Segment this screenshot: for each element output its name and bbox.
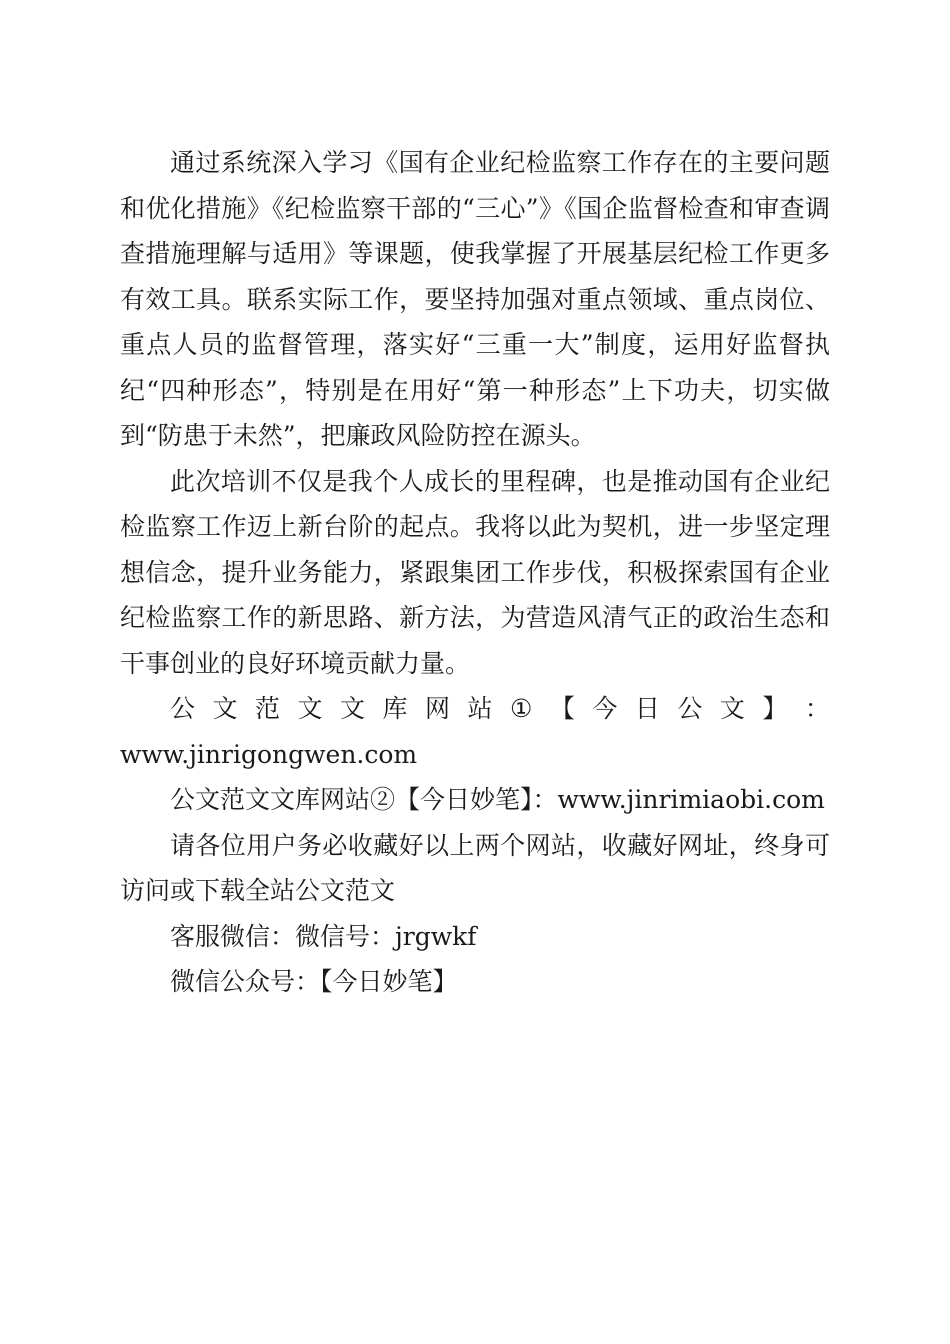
- customer-service-wechat: 客服微信：微信号：jrgwkf: [170, 921, 477, 951]
- site1-char: 范: [255, 694, 281, 723]
- site1-char: 文: [719, 694, 745, 723]
- site1-char: 】: [762, 694, 788, 723]
- body-paragraph-2: 此次培训不仅是我个人成长的里程碑，也是推动国有企业纪检监察工作迈上新台阶的起点。我将以此为契机，进一步坚定理想信念，提升业务能力，紧跟集团工作步伐，积极探索国有企业纪检监察工作的新思路、新方法，为营造风清气正的政治生态和干事创业的良好环境贡献力量。: [120, 466, 830, 678]
- document-body: [120, 140, 830, 1005]
- site1-char: 文: [212, 694, 238, 723]
- site1-char: ①: [510, 694, 533, 723]
- site1-char: 网: [425, 694, 451, 723]
- site2-line: 公文范文文库网站②【今日妙笔】：www.jinrimiaobi.com: [170, 785, 825, 814]
- site1-char: 文: [297, 694, 323, 723]
- site1-char: 文: [340, 694, 366, 723]
- site1-line: [120, 686, 830, 732]
- site1-char: ：: [804, 694, 830, 723]
- site1-url[interactable]: www.jinrigongwen.com: [120, 739, 418, 769]
- site1-char: 库: [382, 694, 408, 723]
- site1-char: 站: [467, 694, 493, 723]
- site1-char: 公: [677, 694, 703, 723]
- site1-char: 【: [549, 694, 575, 723]
- body-paragraph-1: 通过系统深入学习《国有企业纪检监察工作存在的主要问题和优化措施》《纪检监察干部的“三心”》《国企监督检查和审查调查措施理解与适用》等课题，使我掌握了开展基层纪检工作更多有效工具。联系实际工作，要坚持加强对重点领域、重点岗位、重点人员的监督管理，落实好“三重一大”制度，运用好监督执纪“四种形态”，特别是在用好“第一种形态”上下功夫，切实做到“防患于未然”，把廉政风险防控在源头。: [120, 148, 830, 450]
- site1-char: 日: [634, 694, 660, 723]
- site1-char: 今: [592, 694, 618, 723]
- official-account: 微信公众号：【今日妙笔】: [170, 967, 458, 996]
- bookmark-notice: 请各位用户务必收藏好以上两个网站，收藏好网址，终身可访问或下载全站公文范文: [120, 830, 830, 905]
- site1-char: 公: [170, 694, 196, 723]
